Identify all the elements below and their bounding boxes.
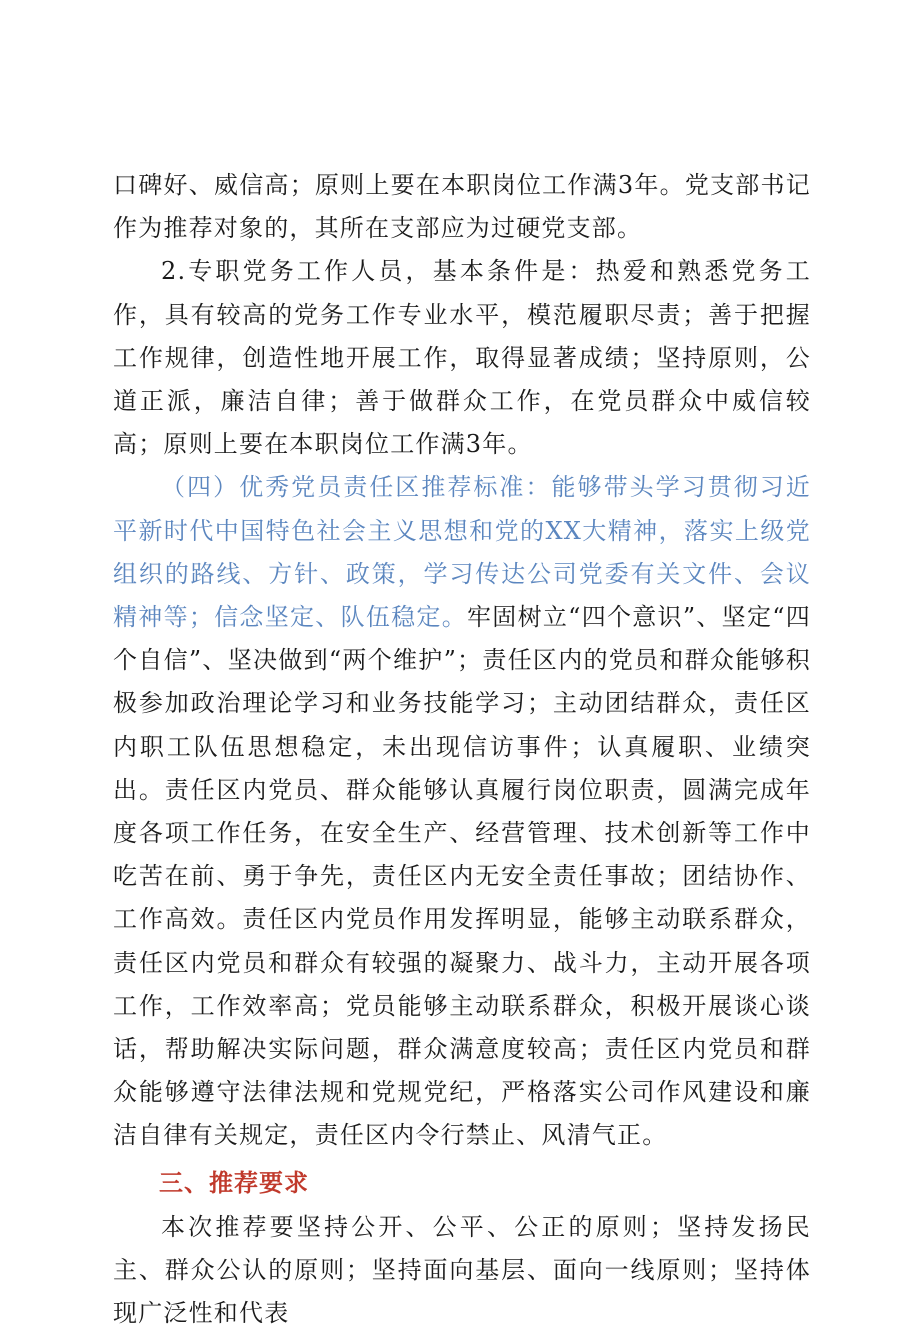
- standard-details-text: 牢固树立“四个意识”、坚定“四个自信”、坚决做到“两个维护”；责任区内的党员和群众能够积极参加政治理论学习和业务技能学习；主动团结群众，责任区内职工队伍思想稳定，未出现信访事件；认真履职、业绩突出。责任区内党员、群众能够认真履行岗位职责，圆满完成年度各项工作任务，在安全生产、经营管理、技术创新等工作中吃苦在前、勇于争先，责任区内无安全责任事故；团结协作、工作高效。责任区内党员作用发挥明显，能够主动联系群众，责任区内党员和群众有较强的凝聚力、战斗力，主动开展各项工作，工作效率高；党员能够主动联系群众，积极开展谈心谈话，帮助解决实际问题，群众满意度较高；责任区内党员和群众能够遵守法律法规和党规党纪，严格落实公司作风建设和廉洁自律有关规定，责任区内令行禁止、风清气正。: [113, 603, 811, 1150]
- section-heading-recommendation-requirements: 三、推荐要求: [159, 1168, 309, 1197]
- highlighted-standard-text: （四）优秀党员责任区推荐标准：能够带头学习贯彻习近平新时代中国特色社会主义思想和党的XX大精神，落实上级党组织的路线、方针、政策，学习传达公司党委有关文件、会议精神等；信念坚定、队伍稳定。: [113, 473, 811, 632]
- document-page: [113, 164, 811, 1335]
- paragraph-continuation: 口碑好、威信高；原则上要在本职岗位工作满3年。党支部书记作为推荐对象的，其所在支部应为过硬党支部。: [113, 171, 811, 243]
- paragraph-recommendation-principles: 本次推荐要坚持公开、公平、公正的原则；坚持发扬民主、群众公认的原则；坚持面向基层、面向一线原则；坚持体现广泛性和代表: [113, 1212, 811, 1328]
- paragraph-responsibility-area: [113, 466, 811, 1157]
- paragraph-party-affairs-staff: 2.专职党务工作人员，基本条件是：热爱和熟悉党务工作，具有较高的党务工作专业水平，模范履职尽责；善于把握工作规律，创造性地开展工作，取得显著成绩；坚持原则，公道正派，廉洁自律；善于做群众工作，在党员群众中威信较高；原则上要在本职岗位工作满3年。: [113, 257, 811, 459]
